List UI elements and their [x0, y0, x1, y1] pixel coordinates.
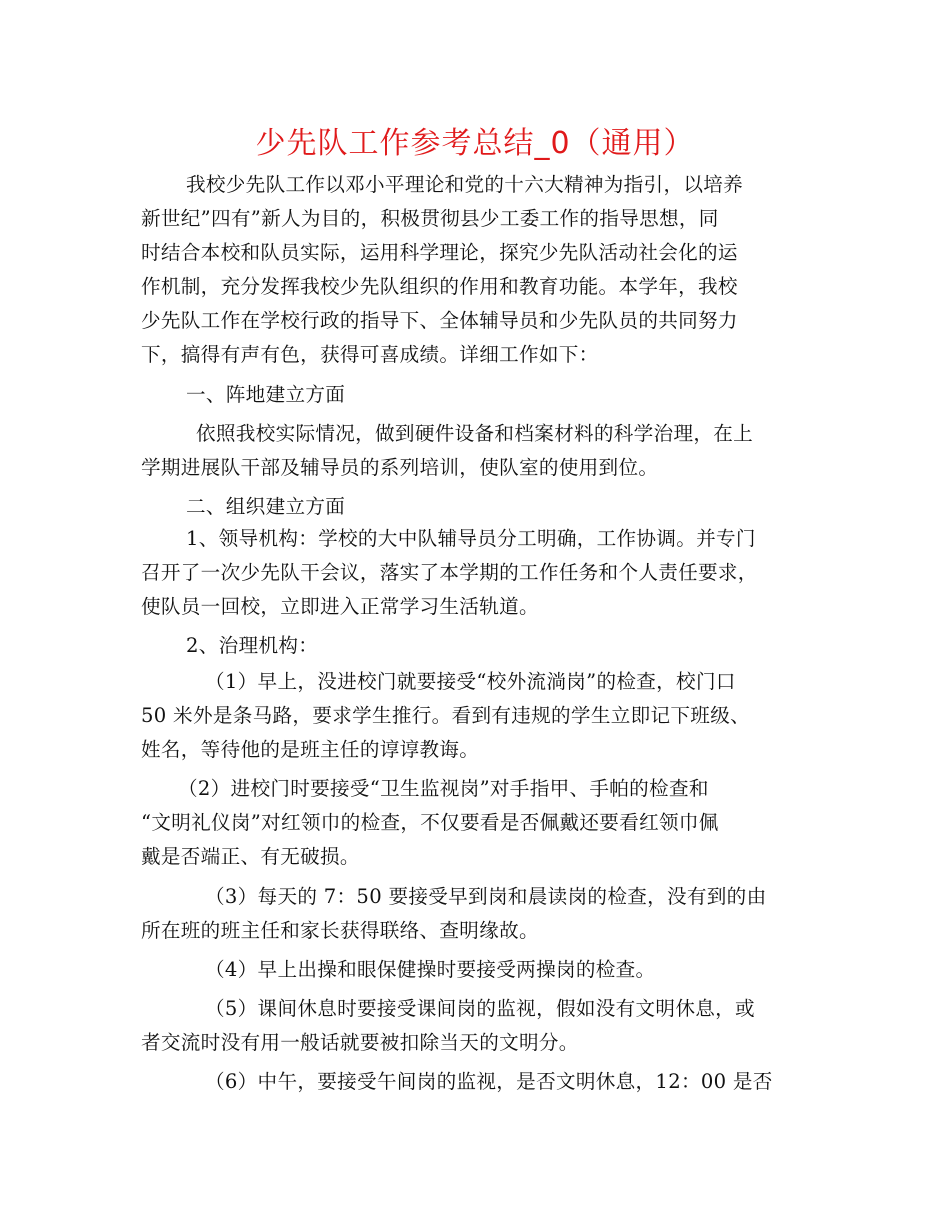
paragraph-line: （4）早上出操和眼保健操时要接受两操岗的检查。 — [205, 958, 656, 981]
subsection-heading: 2、治理机构： — [186, 634, 319, 657]
document-title: 少先队工作参考总结_0（通用） — [255, 126, 695, 161]
paragraph-line: （6）中午，要接受午间岗的监视，是否文明休息，12：00 是否 — [205, 1070, 773, 1093]
paragraph-line: 作机制，充分发挥我校少先队组织的作用和教育功能。本学年，我校 — [141, 275, 738, 298]
paragraph-line: 少先队工作在学校行政的指导下、全体辅导员和少先队员的共同努力 — [141, 309, 738, 332]
paragraph-line: 50 米外是条马路，要求学生推行。看到有违规的学生立即记下班级、 — [141, 704, 750, 727]
paragraph-line: （5）课间休息时要接受课间岗的监视，假如没有文明休息，或 — [205, 997, 755, 1020]
paragraph-line: 所在班的班主任和家长获得联络、查明缘故。 — [141, 919, 539, 942]
paragraph-line: 戴是否端正、有无破损。 — [141, 845, 360, 868]
paragraph-line: 者交流时没有用一般话就要被扣除当天的文明分。 — [141, 1031, 579, 1054]
paragraph-line: 使队员一回校，立即进入正常学习生活轨道。 — [141, 595, 539, 618]
paragraph-line: （3）每天的 7：50 要接受早到岗和晨读岗的检查，没有到的由 — [205, 885, 767, 908]
paragraph-line: 我校少先队工作以邓小平理论和党的十六大精神为指引，以培养 — [186, 173, 744, 196]
paragraph-line: 时结合本校和队员实际，运用科学理论，探究少先队活动社会化的运 — [141, 241, 738, 264]
paragraph-line: 下，搞得有声有色，获得可喜成绩。详细工作如下： — [141, 343, 599, 366]
paragraph-line: 召开了一次少先队干会议，落实了本学期的工作任务和个人责任要求， — [141, 561, 758, 584]
paragraph-line: 依照我校实际情况，做到硬件设备和档案材料的科学治理，在上 — [196, 422, 754, 445]
paragraph-line: 新世纪”四有”新人为目的，积极贯彻县少工委工作的指导思想，同 — [141, 207, 719, 230]
paragraph-line: 1、领导机构：学校的大中队辅导员分工明确，工作协调。并专门 — [186, 527, 756, 550]
paragraph-line: （1）早上，没进校门就要接受“校外流淌岗”的检查，校门口 — [205, 670, 736, 693]
section-heading: 二、组织建立方面 — [186, 495, 346, 518]
paragraph-line: 姓名，等待他的是班主任的谆谆教诲。 — [141, 738, 480, 761]
section-heading: 一、阵地建立方面 — [186, 383, 346, 406]
paragraph-line: 学期进展队干部及辅导员的系列培训，使队室的使用到位。 — [141, 456, 659, 479]
paragraph-line: “文明礼仪岗”对红领巾的检查，不仅要看是否佩戴还要看红领巾佩 — [141, 811, 719, 834]
paragraph-line: （2）进校门时要接受“卫生监视岗”对手指甲、手帕的检查和 — [178, 777, 709, 800]
